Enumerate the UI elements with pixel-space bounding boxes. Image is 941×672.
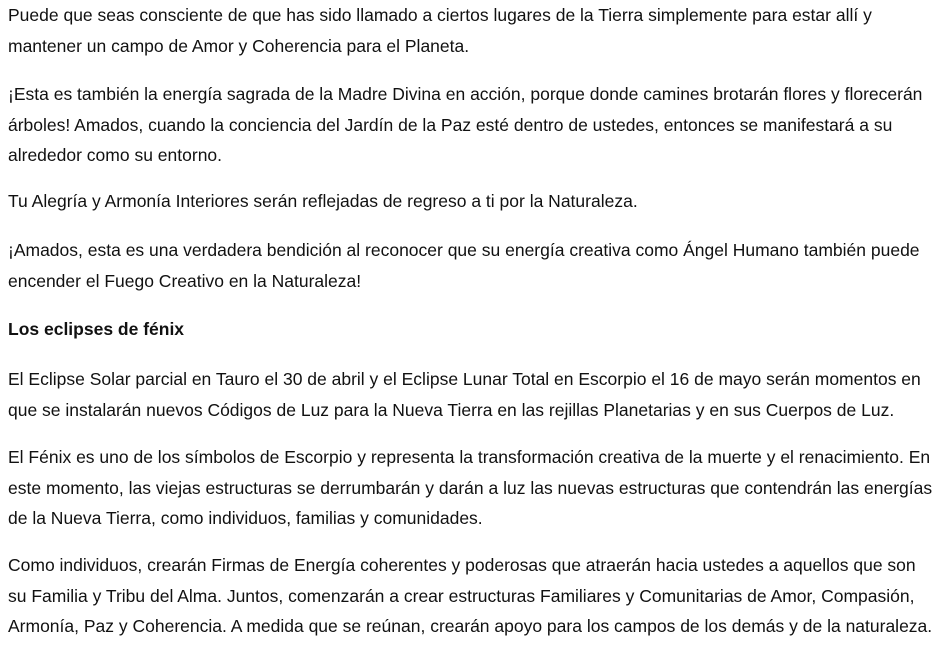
paragraph: El Eclipse Solar parcial en Tauro el 30 de abril y el Eclipse Lunar Total en Escorpio el 16 de mayo serán momentos en que se instalarán nuevos Códigos de Luz para la Nueva Tierra en las rejillas Planetarias y en sus Cuerpos de Luz. [8, 369, 921, 420]
paragraph: Como individuos, crearán Firmas de Energía coherentes y poderosas que atraerán hacia ustedes a aquellos que son su Familia y Tribu del Alma. Juntos, comenzarán a crear estructuras Familiares y Comunitarias de Amor, Compasión, Armonía, Paz y Coherencia. A medida que se reúnan, crearán apoyo para los campos de los demás y de la naturaleza. [8, 555, 933, 636]
paragraph: ¡Esta es también la energía sagrada de la Madre Divina en acción, porque donde camines brotarán flores y florecerán árboles! Amados, cuando la conciencia del Jardín de la Paz esté dentro de ustedes, entonces se manifestará a su alrededor como su entorno. [8, 84, 923, 165]
section-heading: Los eclipses de fénix [8, 319, 185, 339]
paragraph: Tu Alegría y Armonía Interiores serán reflejadas de regreso a ti por la Naturaleza. [8, 191, 638, 211]
paragraph: El Fénix es uno de los símbolos de Escorpio y representa la transformación creativa de la muerte y el renacimiento. En este momento, las viejas estructuras se derrumbarán y darán a luz las nuevas estructuras que contendrán las energías de la Nueva Tierra, como individuos, familias y comunidades. [8, 447, 933, 528]
paragraph: ¡Amados, esta es una verdadera bendición al reconocer que su energía creativa como Ángel Humano también puede encender el Fuego Creativo en la Naturaleza! [8, 240, 920, 291]
paragraph: Puede que seas consciente de que has sido llamado a ciertos lugares de la Tierra simplemente para estar allí y mantener un campo de Amor y Coherencia para el Planeta. [8, 5, 872, 56]
